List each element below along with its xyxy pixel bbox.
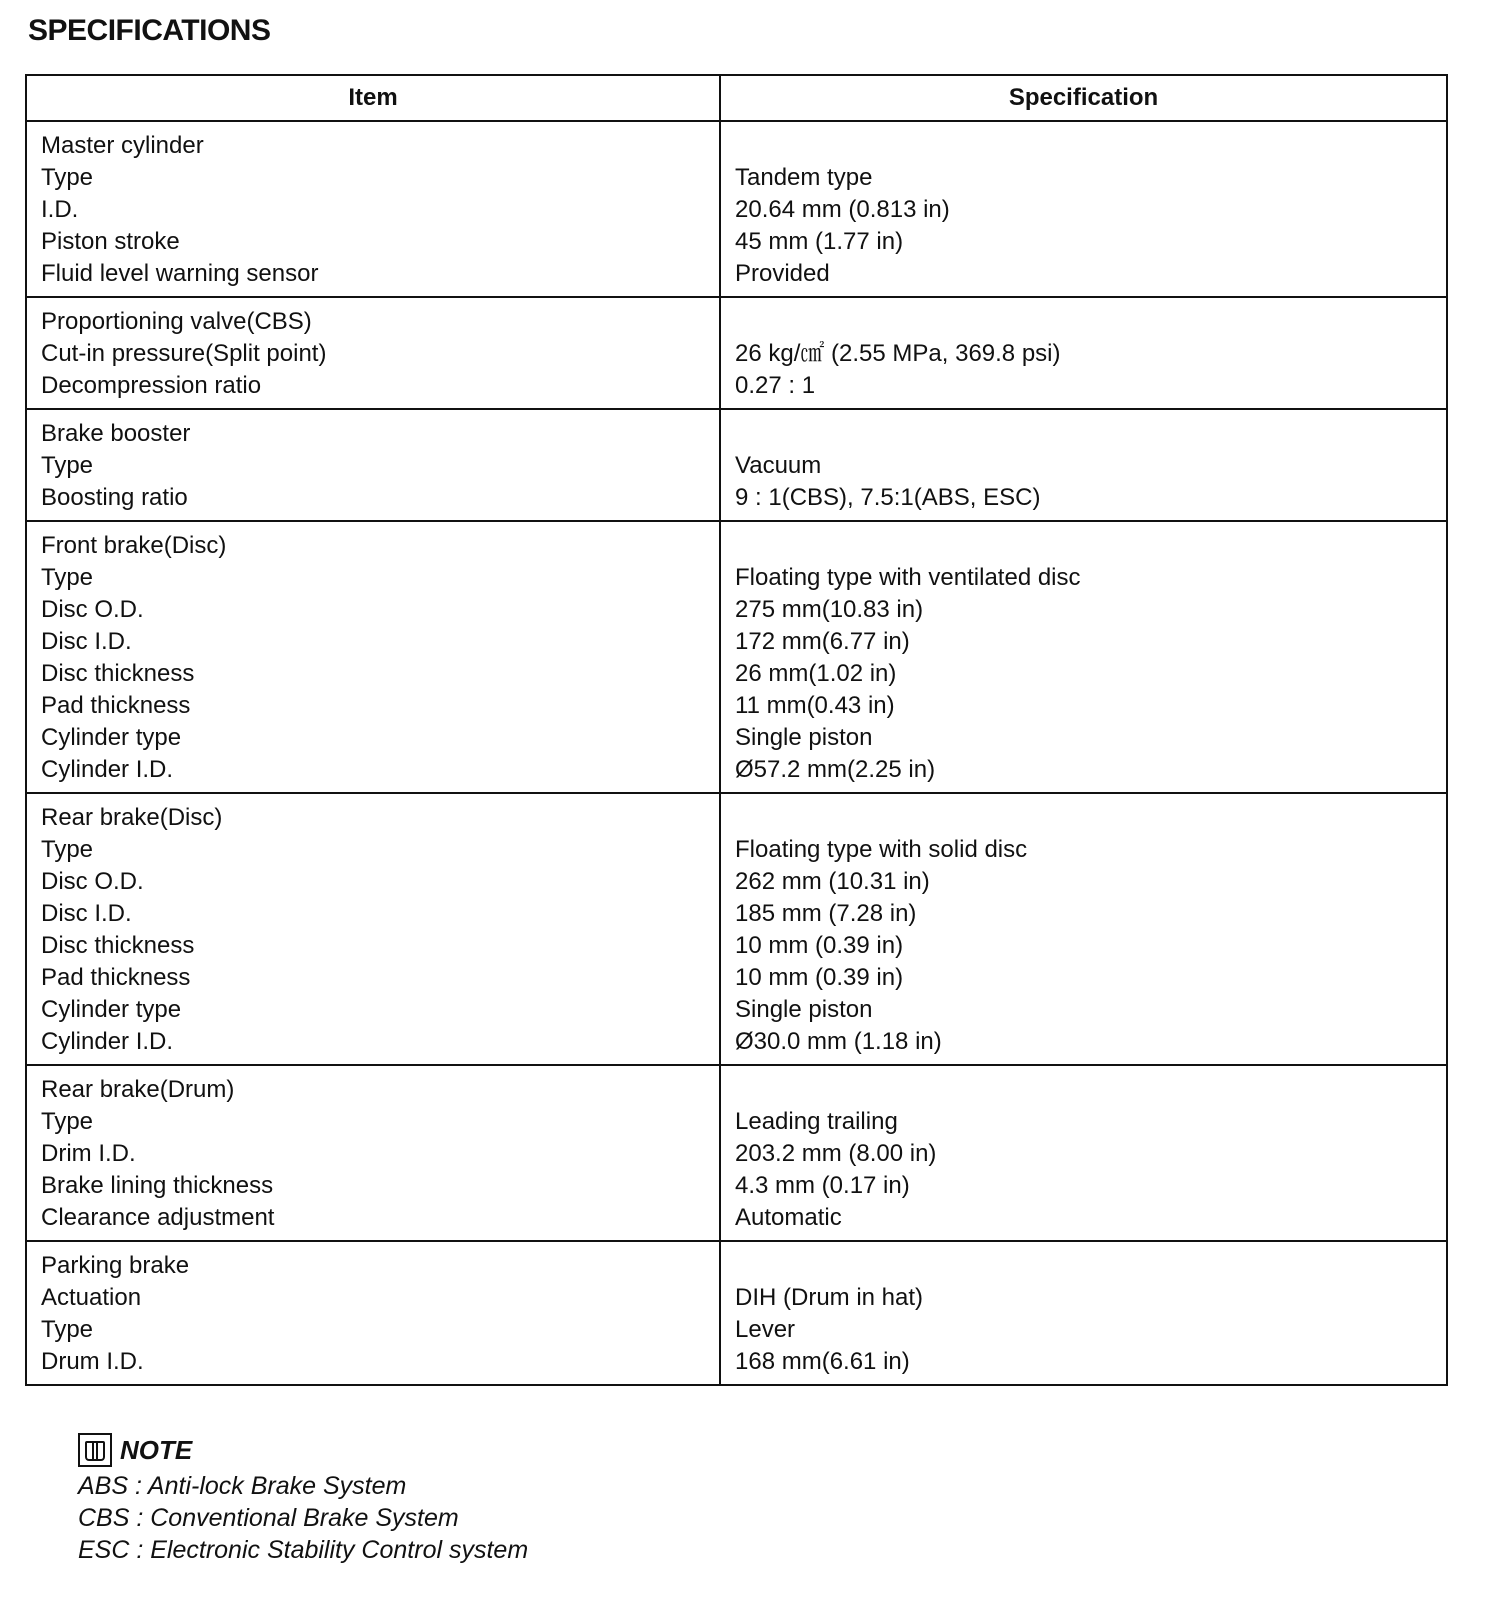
spec-value: 26 kg/㎠ (2.55 MPa, 369.8 psi) — [735, 340, 1061, 367]
spec-value: 10 mm (0.39 in) — [735, 964, 904, 991]
spec-value: Single piston — [735, 996, 873, 1023]
item-label: Type — [41, 1316, 94, 1343]
item-label: Disc O.D. — [41, 868, 144, 895]
table-row — [26, 1065, 1447, 1241]
item-cell — [26, 793, 720, 1065]
spec-value: 168 mm(6.61 in) — [735, 1348, 910, 1375]
item-label: Cylinder type — [41, 996, 182, 1023]
item-label: Drum I.D. — [41, 1348, 144, 1375]
item-label: I.D. — [41, 196, 79, 223]
spec-cell — [720, 793, 1447, 1065]
note-line: ESC : Electronic Stability Control system — [78, 1536, 529, 1564]
note-line: CBS : Conventional Brake System — [78, 1504, 459, 1532]
spec-value: DIH (Drum in hat) — [735, 1284, 924, 1311]
item-label: Cut-in pressure(Split point) — [41, 340, 327, 367]
item-cell — [26, 409, 720, 521]
item-label: Disc I.D. — [41, 900, 132, 927]
spec-table — [25, 74, 1448, 1386]
item-label: Cylinder I.D. — [41, 1028, 174, 1055]
spec-value: 262 mm (10.31 in) — [735, 868, 930, 895]
spec-value: Ø57.2 mm(2.25 in) — [735, 756, 936, 783]
item-label: Piston stroke — [41, 228, 180, 255]
spec-spacer — [735, 306, 1446, 338]
header-item: Item — [26, 75, 720, 121]
section-title: Rear brake(Drum) — [41, 1076, 235, 1103]
item-label: Cylinder type — [41, 724, 182, 751]
table-row — [26, 297, 1447, 409]
spec-cell — [720, 1241, 1447, 1385]
spec-value: Leading trailing — [735, 1108, 898, 1135]
table-header-row — [26, 75, 1447, 121]
note-block — [78, 1430, 528, 1566]
spec-value: 185 mm (7.28 in) — [735, 900, 917, 927]
page-title: SPECIFICATIONS — [28, 14, 271, 47]
book-icon — [78, 1433, 112, 1467]
table-row — [26, 409, 1447, 521]
item-label: Type — [41, 1108, 94, 1135]
spec-spacer — [735, 802, 1446, 834]
spec-value: Ø30.0 mm (1.18 in) — [735, 1028, 942, 1055]
spec-value: Single piston — [735, 724, 873, 751]
spec-cell — [720, 1065, 1447, 1241]
item-label: Brake lining thickness — [41, 1172, 274, 1199]
item-cell — [26, 121, 720, 297]
item-label: Cylinder I.D. — [41, 756, 174, 783]
spec-value: Vacuum — [735, 452, 822, 479]
item-label: Disc thickness — [41, 932, 195, 959]
item-label: Type — [41, 452, 94, 479]
item-label: Actuation — [41, 1284, 142, 1311]
spec-value: 10 mm (0.39 in) — [735, 932, 904, 959]
section-title: Rear brake(Disc) — [41, 804, 223, 831]
note-header — [78, 1430, 528, 1470]
item-label: Fluid level warning sensor — [41, 260, 319, 287]
item-cell — [26, 297, 720, 409]
spec-value: 9 : 1(CBS), 7.5:1(ABS, ESC) — [735, 484, 1041, 511]
item-label: Pad thickness — [41, 964, 191, 991]
spec-value: Floating type with ventilated disc — [735, 564, 1081, 591]
section-title: Parking brake — [41, 1252, 190, 1279]
item-label: Type — [41, 564, 94, 591]
item-label: Drim I.D. — [41, 1140, 136, 1167]
item-label: Clearance adjustment — [41, 1204, 275, 1231]
spec-table-body — [26, 121, 1447, 1385]
section-title: Proportioning valve(CBS) — [41, 308, 312, 335]
item-label: Boosting ratio — [41, 484, 188, 511]
spec-spacer — [735, 130, 1446, 162]
table-row — [26, 793, 1447, 1065]
spec-value: Lever — [735, 1316, 796, 1343]
item-label: Decompression ratio — [41, 372, 262, 399]
spec-spacer — [735, 1250, 1446, 1282]
item-label: Disc I.D. — [41, 628, 132, 655]
item-label: Type — [41, 836, 94, 863]
spec-value: 0.27 : 1 — [735, 372, 816, 399]
spec-value: 20.64 mm (0.813 in) — [735, 196, 950, 223]
spec-cell — [720, 409, 1447, 521]
spec-value: 26 mm(1.02 in) — [735, 660, 897, 687]
spec-spacer — [735, 1074, 1446, 1106]
spec-value: 4.3 mm (0.17 in) — [735, 1172, 910, 1199]
spec-value: Tandem type — [735, 164, 873, 191]
note-line: ABS : Anti-lock Brake System — [78, 1472, 407, 1500]
table-row — [26, 521, 1447, 793]
item-label: Disc thickness — [41, 660, 195, 687]
item-label: Type — [41, 164, 94, 191]
spec-value: 203.2 mm (8.00 in) — [735, 1140, 937, 1167]
item-label: Pad thickness — [41, 692, 191, 719]
table-row — [26, 121, 1447, 297]
item-cell — [26, 1065, 720, 1241]
section-title: Brake booster — [41, 420, 191, 447]
spec-value: Floating type with solid disc — [735, 836, 1028, 863]
spec-cell — [720, 521, 1447, 793]
spec-value: Provided — [735, 260, 830, 287]
section-title: Master cylinder — [41, 132, 204, 159]
spec-value: 172 mm(6.77 in) — [735, 628, 910, 655]
header-specification: Specification — [720, 75, 1447, 121]
spec-value: 11 mm(0.43 in) — [735, 692, 895, 719]
spec-spacer — [735, 418, 1446, 450]
spec-spacer — [735, 530, 1446, 562]
spec-value: 275 mm(10.83 in) — [735, 596, 924, 623]
item-cell — [26, 1241, 720, 1385]
section-title: Front brake(Disc) — [41, 532, 227, 559]
spec-value: Automatic — [735, 1204, 842, 1231]
spec-value: 45 mm (1.77 in) — [735, 228, 904, 255]
spec-cell — [720, 297, 1447, 409]
table-row — [26, 1241, 1447, 1385]
note-label: NOTE — [120, 1434, 193, 1465]
item-label: Disc O.D. — [41, 596, 144, 623]
item-cell — [26, 521, 720, 793]
spec-cell — [720, 121, 1447, 297]
